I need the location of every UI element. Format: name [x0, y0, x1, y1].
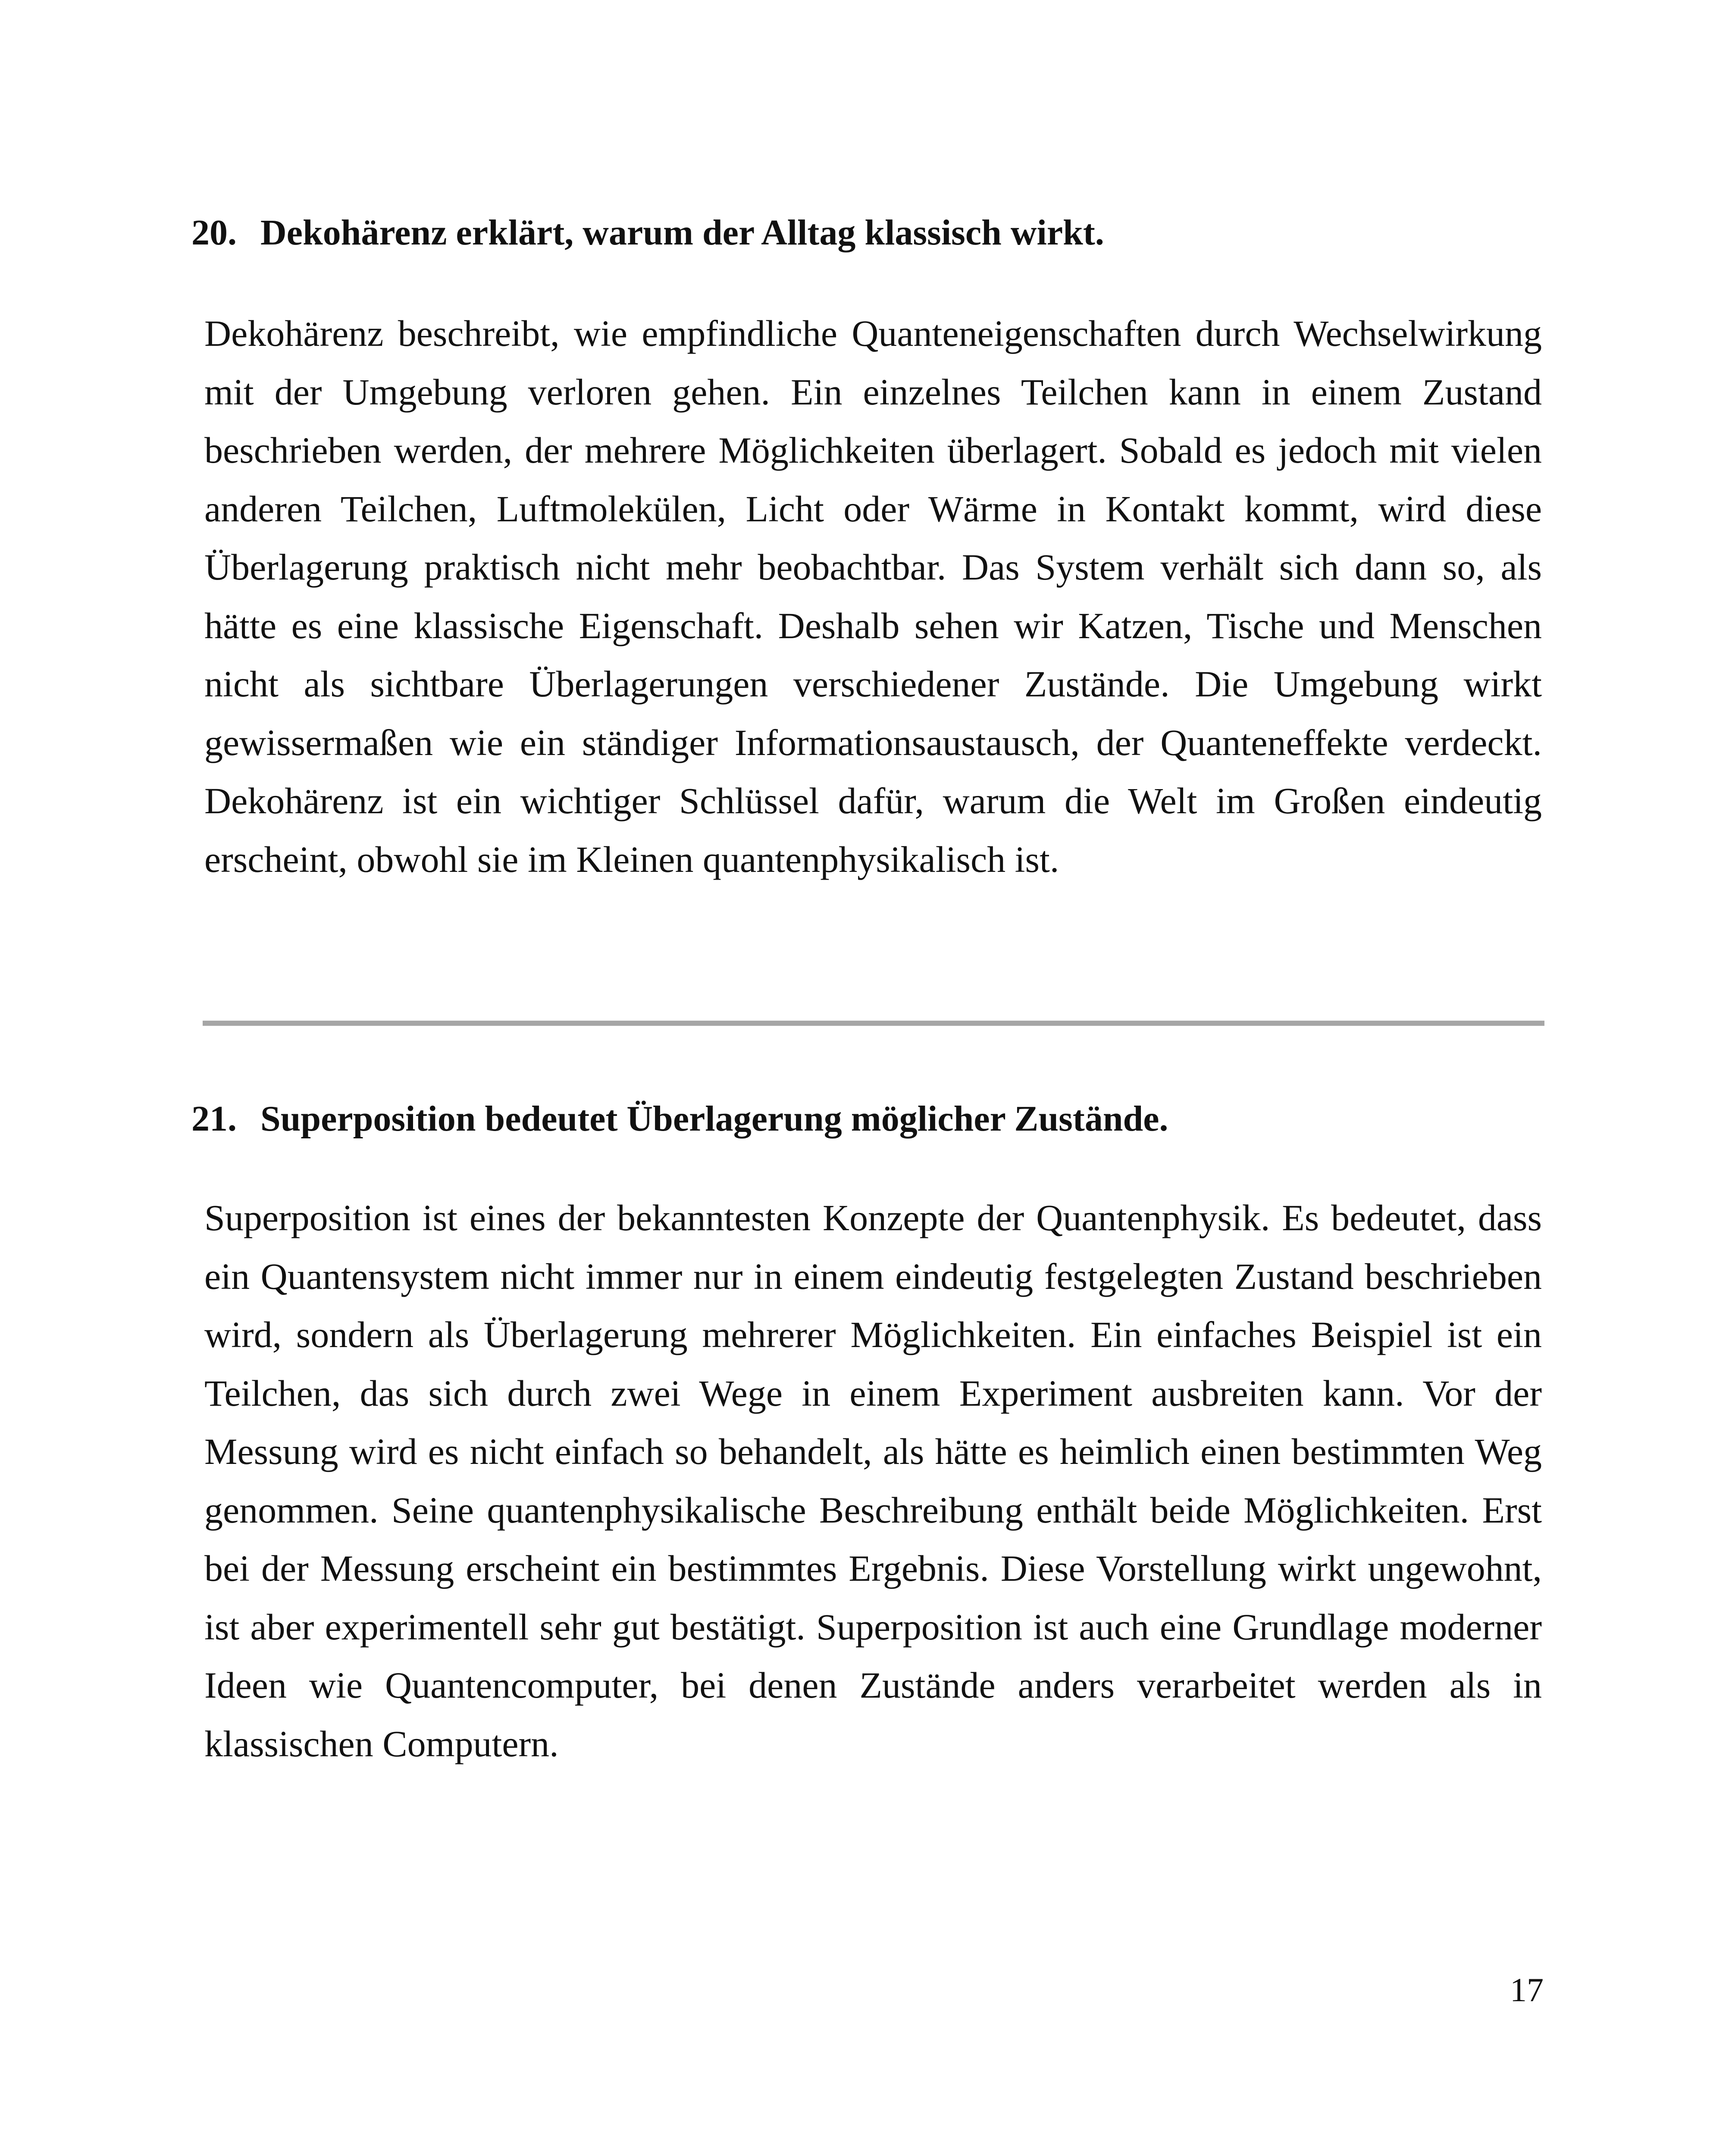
section-21-number: 21. [191, 1099, 237, 1139]
section-21-heading [191, 1095, 1168, 1143]
section-20-body: Dekohärenz beschreibt, wie empfindliche Quanteneigenschaften durch Wechselwirkung mit der Umgebung verloren gehen. Ein einzelnes Teilchen kann in einem Zustand beschrieben werden, der mehrere Möglichkeiten überlagert. Sobald es jedoch mit vielen anderen Teilchen, Luftmolekülen, Licht oder Wärme in Kontakt kommt, wird diese Überlagerung praktisch nicht mehr beobachtbar. Das System verhält sich dann so, als hätte es eine klassische Eigenschaft. Deshalb sehen wir Katzen, Tische und Menschen nicht als sichtbare Überlagerungen verschiedener Zustände. Die Umgebung wirkt gewissermaßen wie ein ständiger Informationsaustausch, der Quanteneffekte verdeckt. Dekohärenz ist ein wichtiger Schlüssel dafür, warum die Welt im Großen eindeutig erscheint, obwohl sie im Kleinen quantenphysikalisch ist. [204, 313, 1542, 880]
section-21-title: Superposition bedeutet Überlagerung möglicher Zustände. [260, 1099, 1168, 1139]
section-20-title: Dekohärenz erklärt, warum der Alltag klassisch wirkt. [260, 213, 1104, 253]
section-divider [203, 1021, 1544, 1026]
section-21-body: Superposition ist eines der bekanntesten Konzepte der Quantenphysik. Es bedeutet, dass ein Quantensystem nicht immer nur in einem eindeutig festgelegten Zustand beschrieben wird, sondern als Überlagerung mehrerer Möglichkeiten. Ein einfaches Beispiel ist ein Teilchen, das sich durch zwei Wege in einem Experiment ausbreiten kann. Vor der Messung wird es nicht einfach so behandelt, als hätte es heimlich einen bestimmten Weg genommen. Seine quantenphysikalische Beschreibung enthält beide Möglichkeiten. Erst bei der Messung erscheint ein bestimmtes Ergebnis. Diese Vorstellung wirkt ungewohnt, ist aber experimentell sehr gut bestätigt. Superposition ist auch eine Grundlage moderner Ideen wie Quantencomputer, bei denen Zustände anders verarbeitet werden als in klassischen Computern. [204, 1197, 1542, 1764]
section-20-number: 20. [191, 213, 237, 253]
section-20-heading [191, 209, 1104, 257]
page-number: 17 [1510, 1971, 1544, 2009]
